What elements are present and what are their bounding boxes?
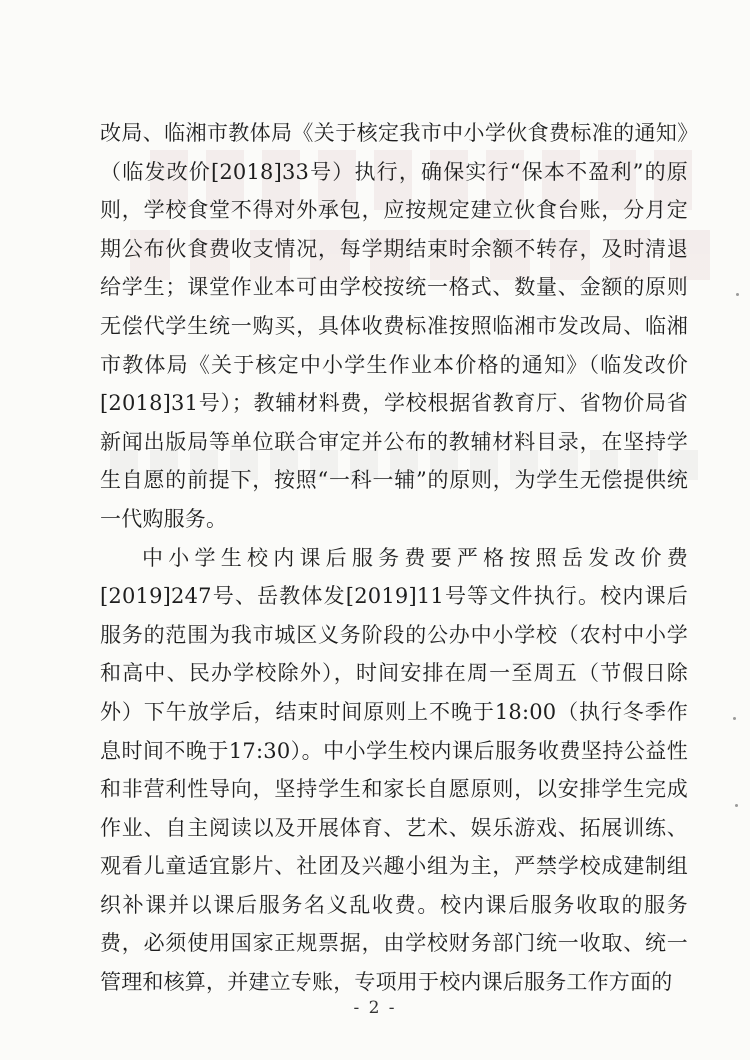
- page-number: - 2 -: [353, 998, 397, 1018]
- scan-speck: [735, 804, 738, 807]
- scan-speck: [736, 293, 739, 296]
- paragraph-2: 中小学生校内课后服务费要严格按照岳发改价费[2019]247号、岳教体发[2019]11号等文件执行。校内课后服务的范围为我市城区义务阶段的公办中小学校（农村中小学和高中、民办学校除外），时间安排在周一至周五（节假日除外）下午放学后，结束时间原则上不晚于18:00（执行冬季作息时间不晚于17:30）。中小学生校内课后服务收费坚持公益性和非营利性导向，坚持学生和家长自愿原则，以安排学生完成作业、自主阅读以及开展体育、艺术、娱乐游戏、拓展训练、观看儿童适宜影片、社团及兴趣小组为主，严禁学校成建制组织补课并以课后服务名义乱收费。校内课后服务收取的服务费，必须使用国家正规票据，由学校财务部门统一收取、统一管理和核算，并建立专账，专项用于校内课后服务工作方面的: [100, 545, 688, 995]
- document-body: [100, 114, 688, 1002]
- scan-speck: [733, 717, 736, 720]
- paragraph-1: 改局、临湘市教体局《关于核定我市中小学伙食费标准的通知》（临发改价[2018]33号）执行，确保实行“保本不盈利”的原则，学校食堂不得对外承包，应按规定建立伙食台账，分月定期公布伙食费收支情况，每学期结束时余额不转存，及时清退给学生；课堂作业本可由学校按统一格式、数量、金额的原则无偿代学生统一购买，具体收费标准按照临湘市发改局、临湘市教体局《关于核定中小学生作业本价格的通知》（临发改价[2018]31号）；教辅材料费，学校根据省教育厅、省物价局省新闻出版局等单位联合审定并公布的教辅材料目录，在坚持学生自愿的前提下，按照“一科一辅”的原则，为学生无偿提供统一代购服务。: [100, 121, 688, 531]
